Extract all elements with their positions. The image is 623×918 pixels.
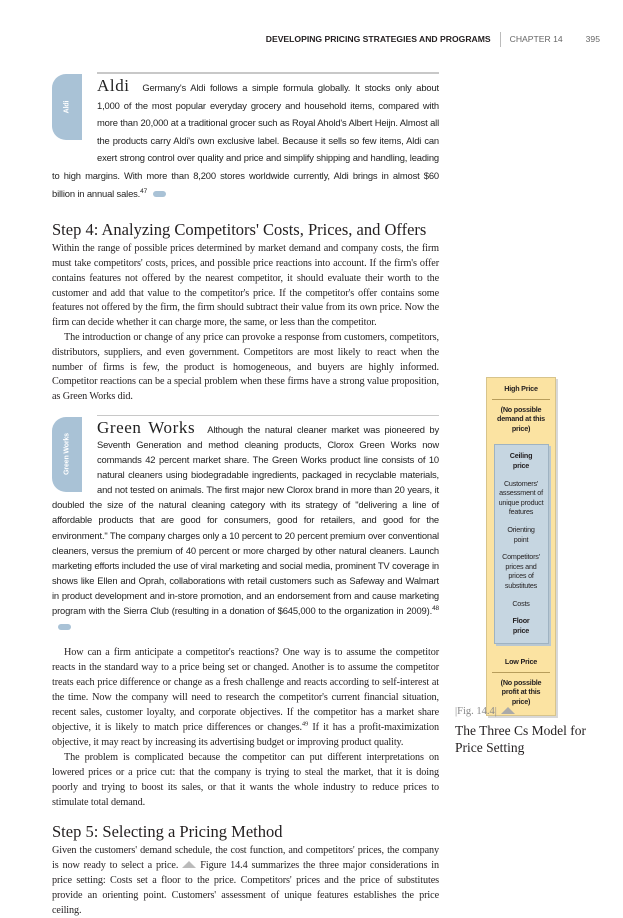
running-title: DEVELOPING PRICING STRATEGIES AND PROGRAMS: [265, 34, 491, 44]
no-demand-label: (No possible demand at this price): [497, 404, 545, 433]
text: How can a firm anticipate a competitor's reactions? One way is to assume the competitor reacts in the standard way to a price being set or changed. Another is to assume the competitor treats each price difference or change as a fresh challenge and reacts according to self-interest at the time. Now the company will need to research the competitor's current financial situation, recent sales, customer loyalty, and corporate objectives. If the competitor has a market share objective, it is likely to match price differences or changes.: [52, 647, 439, 734]
step5-heading: Step 5: Selecting a Pricing Method: [52, 822, 283, 842]
competitors-label: Competitors' prices and prices of substitutes: [502, 552, 540, 590]
costs-label: Costs: [512, 598, 530, 608]
box-rule: [97, 415, 439, 417]
note-icon[interactable]: [153, 191, 166, 197]
figure-link-icon[interactable]: [501, 707, 515, 714]
aldi-tab-label: Aldi: [63, 100, 71, 114]
paragraph: The introduction or change of any price can provoke a response from customers, competitors, distributors, suppliers, and even government. Competitors are most likely to react when the number of firms is few, the product is homogeneous, and buyers are highly informed. Competitor reactions can be a special problem when these firms have a strong value proposition, as Green Works did.: [52, 331, 439, 403]
greenworks-tab: [52, 417, 82, 492]
figure-title: The Three Cs Model for Price Setting: [455, 723, 586, 755]
divider: [492, 399, 550, 400]
high-price-label: High Price: [504, 384, 538, 393]
divider: [492, 672, 550, 673]
box-rule: [97, 72, 439, 74]
note-icon[interactable]: [58, 624, 71, 630]
greenworks-box: [52, 415, 439, 633]
footnote-ref[interactable]: 49: [301, 720, 309, 728]
chapter-label: CHAPTER 14: [509, 34, 563, 44]
step4-heading: Step 4: Analyzing Competitors' Costs, Prices, and Offers: [52, 220, 427, 240]
greenworks-text-block: [52, 417, 439, 633]
step4-body: [52, 242, 439, 405]
ceiling-label: Ceiling price: [509, 451, 533, 470]
figure-number: |Fig. 14.4|: [455, 706, 497, 717]
paragraph: [52, 843, 439, 918]
reactions-body: [52, 645, 439, 810]
aldi-box: [52, 72, 439, 202]
text: Given the customers' demand schedule, the cost function, and competitors' prices, the company is now ready to select a price.: [52, 845, 439, 872]
footnote-ref[interactable]: 48: [432, 604, 439, 612]
step5-body: [52, 843, 439, 918]
price-range-box: [494, 444, 549, 644]
figure-link-icon[interactable]: [182, 861, 196, 868]
paragraph: [52, 645, 439, 750]
page-number: 395: [585, 34, 600, 44]
greenworks-heading: Green Works: [97, 417, 196, 437]
header-divider: [500, 32, 501, 47]
running-header: [200, 31, 600, 47]
text: Figure 14.4 summarizes the three major considerations in price setting: Costs set a floor to the price. Competitors' prices and the price of substitutes provide an orienting point. Customers' assessment of unique features establishes the price ceiling.: [52, 860, 439, 917]
aldi-text: Germany's Aldi follows a simple formula globally. It stocks only about 1,000 of the most popular everyday grocery and household items, compared with more than 20,000 at a traditional grocer such as Royal Ahold's Albert Heijn. Almost all the products carry Aldi's own exclusive label. Because it sells so few items, Aldi can exert strong control over quality and price and simplify shipping and handling, leading to high margins. With more than 8,200 stores worldwide currently, Aldi brings in almost $60 billion in annual sales.: [52, 82, 439, 199]
figure-label: [455, 706, 605, 717]
paragraph: The problem is complicated because the competitor can put different interpretations on lowered prices or a price cut: that the company is trying to steal the market, that it is doing poorly and trying to boost its sales, or that it wants the whole industry to reduce prices to stimulate total demand.: [52, 752, 439, 809]
aldi-text-block: [52, 77, 439, 202]
footnote-ref[interactable]: 47: [140, 187, 148, 195]
text: If it has a profit-maximization objective, it may react by increasing its advertising budget or improving product quality.: [52, 722, 439, 749]
greenworks-text: Although the natural cleaner market was pioneered by Seventh Generation and method cleaning products, Clorox Green Works now commands 42 percent market share. The Green Works product line consists of 10 natural cleaners using biodegradable ingredients, packaged in recyclable materials, and not tested on animals. The first major new Clorox brand in more than 20 years, it doubled the size of the natural cleaning category with its strategy of "delivering a line of affordable products that are good for consumers, good for retailers, and good for the environment." The company charges only a 10 percent to 20 percent premium over conventional cleaners, versus the premium of 40 percent or more charged by other natural cleaners. Launch marketing efforts included the use of viral marketing and social media, prominent TV coverage in shows like Ellen and Oprah, collaborations with retail customers such as Safeway and Walmart in product development and in-store promotion, and an endorsement from and cause marketing program with the Sierra Club (resulting in a donation of $645,000 to the organization in 2009).: [52, 423, 439, 617]
customers-label: Customers' assessment of unique product features: [498, 478, 544, 517]
low-price-label: Low Price: [504, 657, 538, 667]
floor-label: Floor price: [512, 616, 530, 635]
orienting-label: Orienting point: [507, 524, 535, 544]
greenworks-tab-label: Green Works: [63, 433, 71, 476]
figure-caption: [455, 706, 605, 756]
aldi-heading: Aldi: [97, 76, 130, 95]
no-profit-label: (No possible profit at this price): [500, 677, 542, 707]
paragraph: Within the range of possible prices determined by market demand and company costs, the firm must take competitors' costs, prices, and possible price reactions into account. If the firm's offer contains features not offered by the nearest competitor, it should evaluate their worth to the customer and add that value to the competitor's price. If the competitor's offer contains some features not offered by the firm, the firm should subtract their value from its own price. Now the firm can decide whether it can charge more, the same, or less than the competitor.: [52, 243, 439, 329]
main-column: [52, 62, 439, 918]
aldi-tab: [52, 74, 82, 140]
three-cs-figure: [486, 377, 556, 716]
